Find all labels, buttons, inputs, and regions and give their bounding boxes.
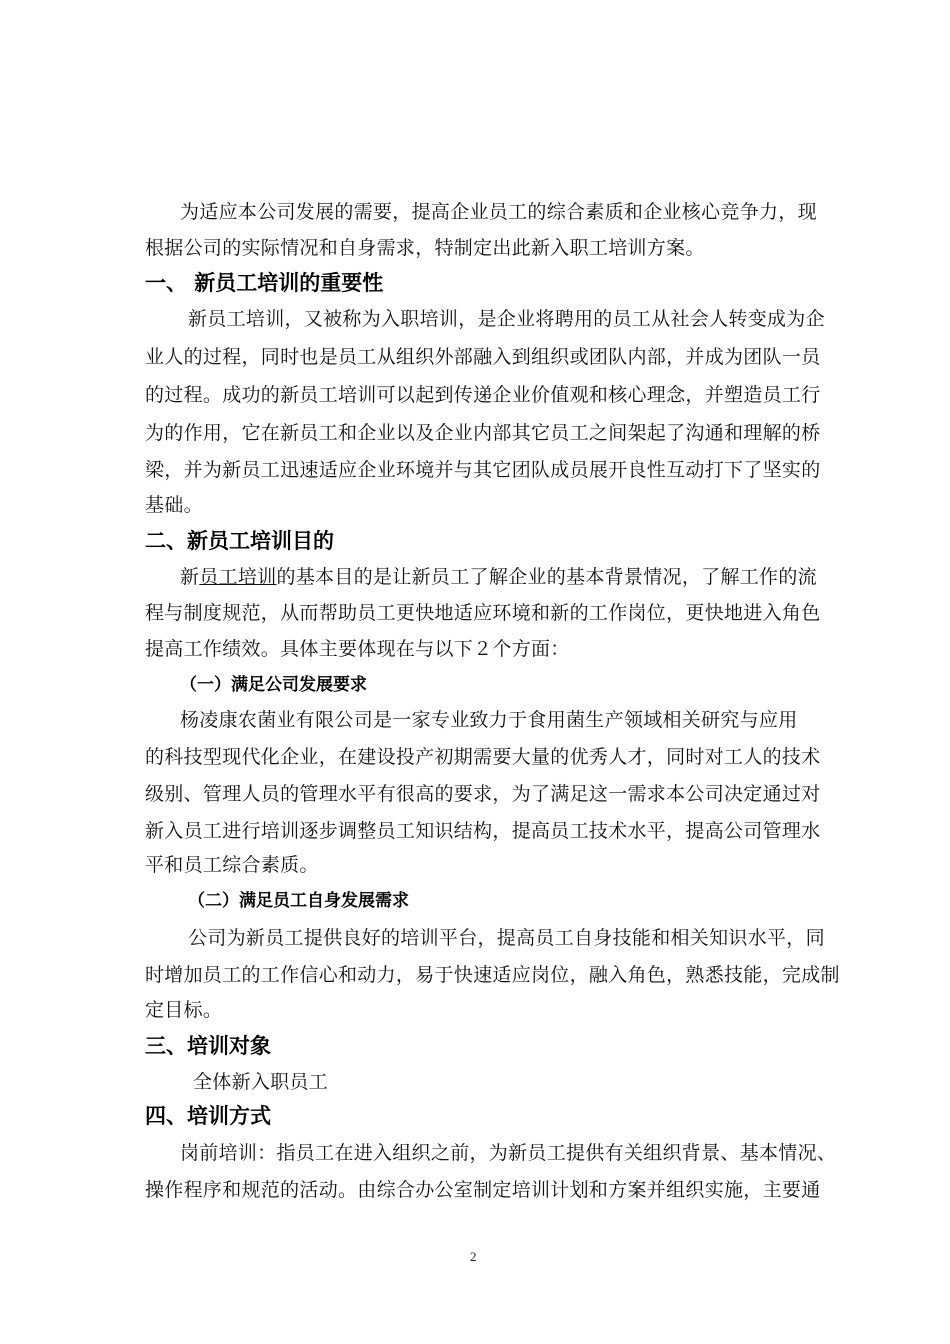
intro-line-1: 为适应本公司发展的需要，提高企业员工的综合素质和企业核心竞争力，现 — [180, 201, 817, 223]
section2-line-2: 程与制度规范，从而帮助员工更快地适应环境和新的工作岗位，更快地进入角色 — [145, 602, 821, 624]
page-number: 2 — [470, 1249, 477, 1264]
section2-line-1 — [180, 565, 817, 589]
section-heading-method: 四、培训方式 — [145, 1104, 271, 1128]
employee-training-link[interactable]: 员工培训 — [199, 566, 277, 588]
section2-line-3: 提高工作绩效。具体主要体现在与以下２个方面： — [145, 638, 570, 660]
section1-line-1: 新员工培训，又被称为入职培训，是企业将聘用的员工从社会人转变成为企 — [188, 308, 825, 330]
section4-line-1: 岗前培训：指员工在进入组织之前，为新员工提供有关组织背景、基本情况、 — [180, 1142, 837, 1164]
sub1-line-3: 级别、管理人员的管理水平有很高的要求，为了满足这一需求本公司决定通过对 — [145, 783, 821, 805]
sub1-line-5: 平和员工综合素质。 — [145, 854, 319, 876]
subsection-heading-company: （一）满足公司发展要求 — [180, 675, 367, 695]
section-heading-importance: 一、 新员工培训的重要性 — [145, 271, 384, 295]
section4-line-2: 操作程序和规范的活动。由综合办公室制定培训计划和方案并组织实施，主要通 — [145, 1179, 821, 1201]
sub2-line-3: 定目标。 — [145, 999, 223, 1021]
section-heading-target: 三、培训对象 — [145, 1034, 271, 1058]
section-heading-purpose: 二、新员工培训目的 — [145, 529, 334, 553]
sub1-line-2: 的科技型现代化企业，在建设投产初期需要大量的优秀人才，同时对工人的技术 — [145, 746, 821, 768]
sub1-line-4: 新入员工进行培训逐步调整员工知识结构，提高员工技术水平，提高公司管理水 — [145, 820, 821, 842]
subsection-heading-employee: （二）满足员工自身发展需求 — [188, 891, 409, 911]
sub1-line-1: 杨凌康农菌业有限公司是一家专业致力于食用菌生产领域相关研究与应用 — [180, 709, 798, 731]
sub2-line-2: 时增加员工的工作信心和动力，易于快速适应岗位，融入角色，熟悉技能，完成制 — [145, 964, 840, 986]
intro-line-2: 根据公司的实际情况和自身需求，特制定出此新入职工培训方案。 — [145, 237, 705, 259]
section1-line-3: 的过程。成功的新员工培训可以起到传递企业价值观和核心理念，并塑造员工行 — [145, 384, 821, 406]
sub2-line-1: 公司为新员工提供良好的培训平台，提高员工自身技能和相关知识水平，同 — [188, 927, 825, 949]
section1-line-4: 为的作用，它在新员工和企业以及企业内部其它员工之间架起了沟通和理解的桥 — [145, 422, 821, 444]
section2-line-1-pre: 新 — [180, 566, 200, 588]
section1-line-6: 基础。 — [145, 494, 203, 516]
section1-line-5: 梁，并为新员工迅速适应企业环境并与其它团队成员展开良性互动打下了坚实的 — [145, 459, 821, 481]
section1-line-2: 业人的过程，同时也是员工从组织外部融入到组织或团队内部，并成为团队一员 — [145, 346, 821, 368]
section2-line-1-post: 的基本目的是让新员工了解企业的基本背景情况，了解工作的流 — [276, 566, 817, 588]
section3-line: 全体新入职员工 — [193, 1071, 329, 1093]
